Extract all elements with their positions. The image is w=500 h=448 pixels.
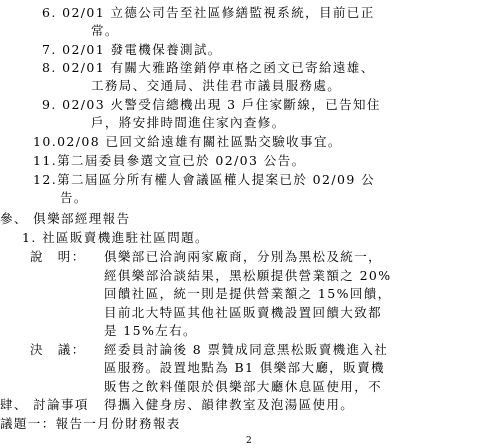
explain-label: 說 明： xyxy=(30,249,86,264)
explain-line-5: 是 15%左右。 xyxy=(104,323,197,338)
item-6-line1 xyxy=(42,5,375,21)
item-text: 第二屆委員參選文宣已於 02/03 公告。 xyxy=(57,153,306,168)
item-7-line1 xyxy=(42,42,222,58)
resolve-line-3: 販售之飲料僅限於俱樂部大廳休息區使用，不 xyxy=(104,379,383,394)
item-12-line1 xyxy=(33,172,375,188)
section-3-heading: 參、 俱樂部經理報告 xyxy=(0,211,131,226)
resolve-label: 決 議： xyxy=(30,342,86,357)
item-10-line1 xyxy=(33,134,342,150)
item-text: 火警受信總機出現 3 戶住家斷線，已告知住 xyxy=(110,97,381,112)
item-number: 11. xyxy=(33,153,58,168)
item-number: 6. 02/01 xyxy=(42,5,106,20)
item-6-line2: 常。 xyxy=(91,23,119,38)
item-number: 9. 02/03 xyxy=(42,97,106,112)
item-12-line2: 告。 xyxy=(60,190,88,205)
item-9-line2: 戶，將安排時間進住家內查修。 xyxy=(91,115,286,130)
agenda-item-1: 議題一：報告一月份財務報表 xyxy=(0,416,181,431)
item-number: 7. 02/01 xyxy=(42,42,106,57)
item-text: 有關大雅路塗銷停車格之函文已寄給遠雄、 xyxy=(110,60,375,75)
item-11-line1 xyxy=(33,153,305,169)
item-9-line1 xyxy=(42,97,381,113)
item-number: 12. xyxy=(33,172,58,187)
explain-line-1: 俱樂部已洽詢兩家廠商，分別為黑松及統一， xyxy=(104,249,383,264)
explain-line-3: 回饋社區，統一則是提供營業額之 15%回饋， xyxy=(104,286,392,301)
item-8-line1 xyxy=(42,60,375,76)
item-number: 10.02/08 xyxy=(33,134,101,149)
section-4-heading: 肆、 討論事項 xyxy=(0,397,89,412)
explain-line-2: 經俱樂部洽談結果，黑松願提供營業額之 20% xyxy=(104,268,392,283)
item-text: 第二屆區分所有權人會議區權人提案已於 02/09 公 xyxy=(57,172,375,187)
section-3-subitem: 1. 社區販賣機進駐社區問題。 xyxy=(22,230,209,245)
item-number: 8. 02/01 xyxy=(42,60,106,75)
resolve-line-4: 得攜入健身房、韻律教室及泡湯區使用。 xyxy=(104,397,355,412)
item-8-line2: 工務局、交通局、洪佳君市議員服務處。 xyxy=(91,78,342,93)
explain-line-4: 目前北大特區其他社區販賣機設置回饋大致都 xyxy=(104,305,383,320)
item-text: 已回文給遠雄有關社區點交驗收事宜。 xyxy=(105,134,342,149)
resolve-line-2: 區服務。設置地點為 B1 俱樂部大廳，販賣機 xyxy=(104,360,385,375)
item-text: 發電機保養測試。 xyxy=(110,42,222,57)
item-text: 立德公司告至社區修繕監視系統，目前已正 xyxy=(110,5,375,20)
page-number: 2 xyxy=(246,436,252,446)
resolve-line-1: 經委員討論後 8 票贊成同意黑松販賣機進入社 xyxy=(104,342,389,357)
